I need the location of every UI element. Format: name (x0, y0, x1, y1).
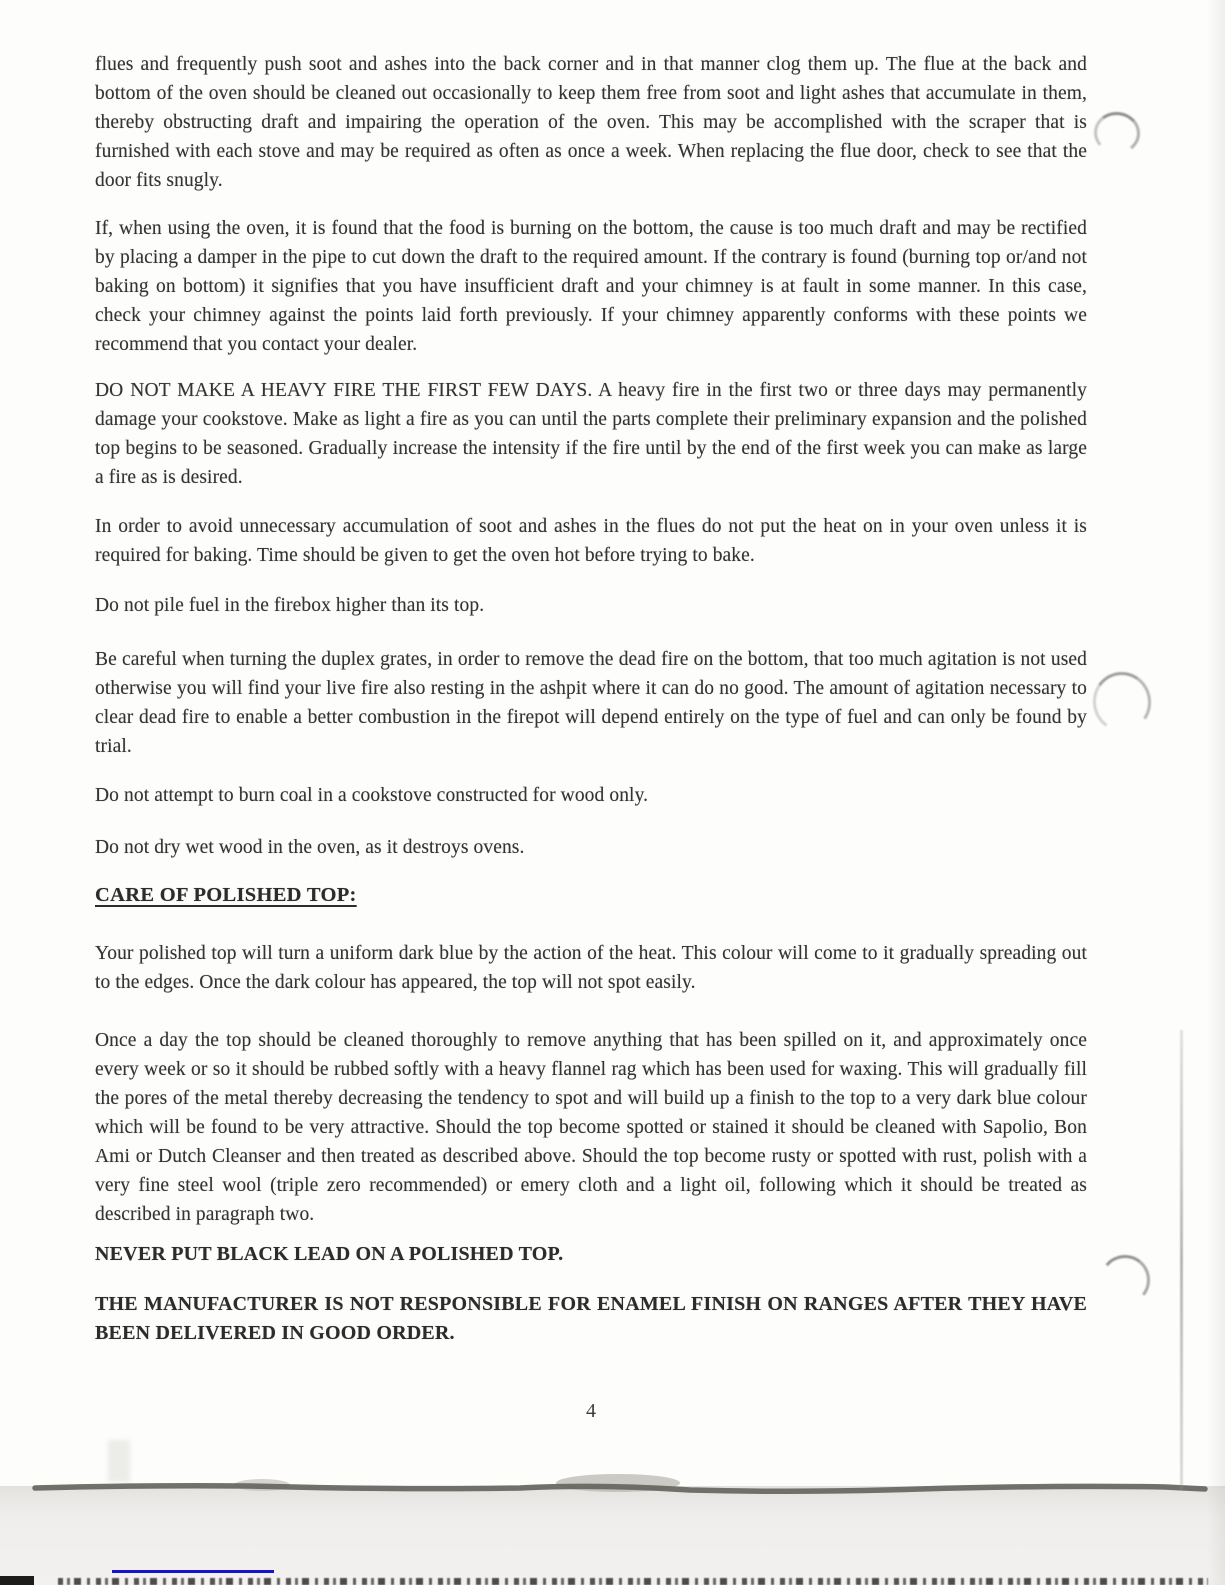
cutoff-text-row-artifact (58, 1578, 1208, 1585)
warning-no-black-lead: NEVER PUT BLACK LEAD ON A POLISHED TOP. (95, 1243, 564, 1265)
paragraph-daily-cleaning: Once a day the top should be cleaned thoroughly to remove anything that has been spilled on it, and approximately once every week or so it should be rubbed softly with a heavy flannel rag which has been used for waxing. This will gradually fill the pores of the metal thereby decreasing the tendency to spot and will build up a finish to the top to a very dark blue colour which will be found to be very attractive. Should the top become spotted or stained it should be cleaned with Sapolio, Bon Ami or Dutch Cleanser and then treated as described above. Should the top become rusty or spotted with rust, polish with a very fine steel wool (triple zero recommended) or emery cloth and a light oil, following which it should be treated as described in paragraph two. (95, 1030, 1087, 1225)
page-number: 4 (586, 1400, 596, 1422)
section-heading-care-of-polished-top: CARE OF POLISHED TOP: (95, 884, 357, 906)
paragraph-flue-cleaning: flues and frequently push soot and ashes into the back corner and in that manner clog them up. The flue at the back and bottom of the oven should be cleaned out occasionally to keep them free from soot and light ashes that accumulate in them, thereby obstructing draft and impairing the operation of the oven. This may be accomplished with the scraper that is furnished with each stove and may be required as often as once a week. When replacing the flue door, check to see that the door fits snugly. (95, 54, 1087, 191)
binding-curl-shadow-middle (1088, 667, 1156, 736)
left-scan-smudge (108, 1440, 130, 1482)
binding-curl-shadow-top (1092, 110, 1142, 157)
paragraph-soot-accumulation: In order to avoid unnecessary accumulation of soot and ashes in the flues do not put the heat on in your oven unless it is required for baking. Time should be given to get the oven hot before trying to bake. (95, 516, 1087, 566)
paragraph-draft-adjustment: If, when using the oven, it is found that the food is burning on the bottom, the cause is too much draft and may be rectified by placing a damper in the pipe to cut down the draft to the required amount. If the contrary is found (burning top or/and not baking on bottom) it signifies that you have insufficient draft and your chimney is at fault in some manner. In this case, check your chimney against the points laid forth previously. If your chimney apparently conforms with these points we recommend that you contact your dealer. (95, 218, 1087, 355)
blue-ink-underline-artifact (112, 1570, 274, 1573)
bottom-left-black-mark (0, 1576, 34, 1585)
paragraph-dark-blue-colour: Your polished top will turn a uniform dark blue by the action of the heat. This colour will come to it gradually spreading out to the edges. Once the dark colour has appeared, the top will not spot easily. (95, 943, 1087, 993)
paragraph-fuel-pile-rule: Do not pile fuel in the firebox higher than its top. (95, 595, 485, 616)
paragraph-no-coal-rule: Do not attempt to burn coal in a cookstove constructed for wood only. (95, 785, 649, 806)
right-page-fold-line (1180, 1030, 1183, 1490)
binding-curl-shadow-bottom (1098, 1253, 1153, 1308)
paragraph-first-fire-warning: DO NOT MAKE A HEAVY FIRE THE FIRST FEW DAYS. A heavy fire in the first two or three days may permanently damage your cookstove. Make as light a fire as you can until the parts complete their preliminary expansion and the polished top begins to be seasoned. Gradually increase the intensity if the fire until by the end of the first week you can make as large a fire as is desired. (95, 380, 1087, 488)
paragraph-duplex-grates: Be careful when turning the duplex grates, in order to remove the dead fire on the bottom, that too much agitation is not used otherwise you will find your live fire also resting in the ashpit where it can do no good. The amount of agitation necessary to clear dead fire to enable a better combustion in the firepot will depend entirely on the type of fuel and can only be found by trial. (95, 649, 1087, 757)
paragraph-wet-wood-rule: Do not dry wet wood in the oven, as it destroys ovens. (95, 837, 525, 858)
page-bottom-edge-shadow (0, 1466, 1225, 1498)
warning-enamel-responsibility: THE MANUFACTURER IS NOT RESPONSIBLE FOR ENAMEL FINISH ON RANGES AFTER THEY HAVE BEEN DELIVERED IN GOOD ORDER. (95, 1293, 1087, 1344)
